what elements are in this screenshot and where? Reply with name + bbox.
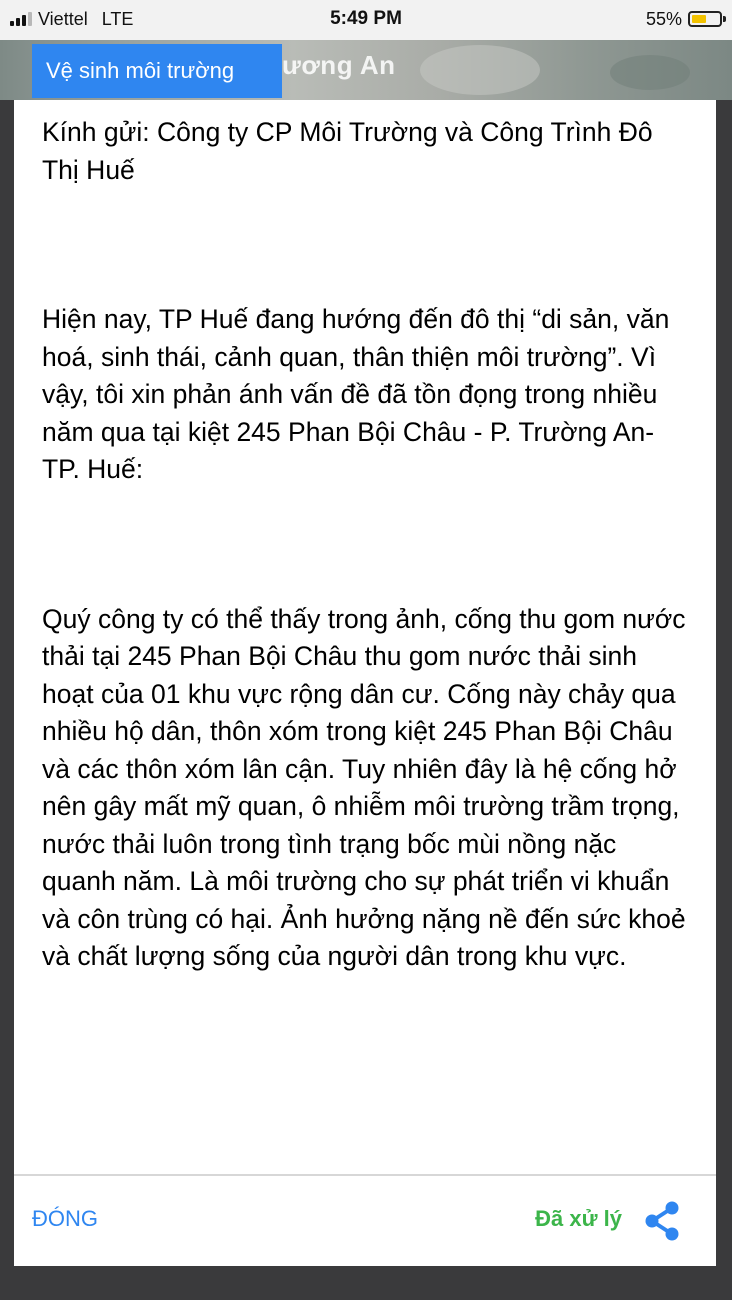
report-paragraph-salutation: Kính gửi: Công ty CP Môi Trường và Công Trình Đô Thị Huế — [42, 117, 653, 185]
status-badge: Đã xử lý — [535, 1206, 622, 1231]
close-button[interactable]: ĐÓNG — [32, 1206, 98, 1231]
status-bar-right — [646, 8, 722, 30]
battery-level-fill — [692, 15, 706, 23]
bottom-backdrop — [0, 1266, 732, 1300]
category-tag: Vệ sinh môi trường — [32, 44, 282, 98]
report-paragraph-intro: Hiện nay, TP Huế đang hướng đến đô thị “di sản, văn hoá, sinh thái, cảnh quan, thân thiện môi trường”. Vì vậy, tôi xin phản ánh vấn đề đã tồn đọng trong nhiều năm qua tại kiệt 245 Phan Bội Châu - P. Trường An- TP. Huế: — [42, 304, 670, 484]
paragraph-spacer — [42, 189, 694, 301]
status-time: 5:49 PM — [330, 8, 402, 29]
battery-percentage: 55% — [645, 8, 682, 29]
report-card — [14, 100, 716, 1174]
paragraph-spacer — [42, 489, 694, 601]
battery-icon — [688, 11, 722, 27]
network-type: LTE — [101, 8, 134, 29]
report-body — [42, 114, 694, 976]
photo-caption: ương An — [282, 50, 396, 80]
share-icon — [642, 1200, 682, 1242]
report-paragraph-details: Quý công ty có thể thấy trong ảnh, cống thu gom nước thải tại 245 Phan Bội Châu thu gom nước thải sinh hoạt của 01 khu vực rộng dân cư. Cống này chảy qua nhiều hộ dân, thôn xóm trong kiệt 245 Phan Bội Châu và các thôn xóm lân cận. Tuy nhiên đây là hệ cống hở nên gây mất mỹ quan, ô nhiễm môi trường trầm trọng, nước thải luôn trong tình trạng bốc mùi nồng nặc quanh năm. Là môi trường cho sự phát triển vi khuẩn và côn trùng có hại. Ảnh hưởng nặng nề đến sức khoẻ và chất lượng sống của người dân trong khu vực. — [42, 603, 686, 971]
carrier-name: Viettel — [38, 8, 88, 29]
battery-nub — [723, 16, 726, 22]
dialog-footer — [14, 1174, 716, 1266]
share-button[interactable] — [642, 1200, 682, 1242]
status-bar — [0, 0, 732, 40]
